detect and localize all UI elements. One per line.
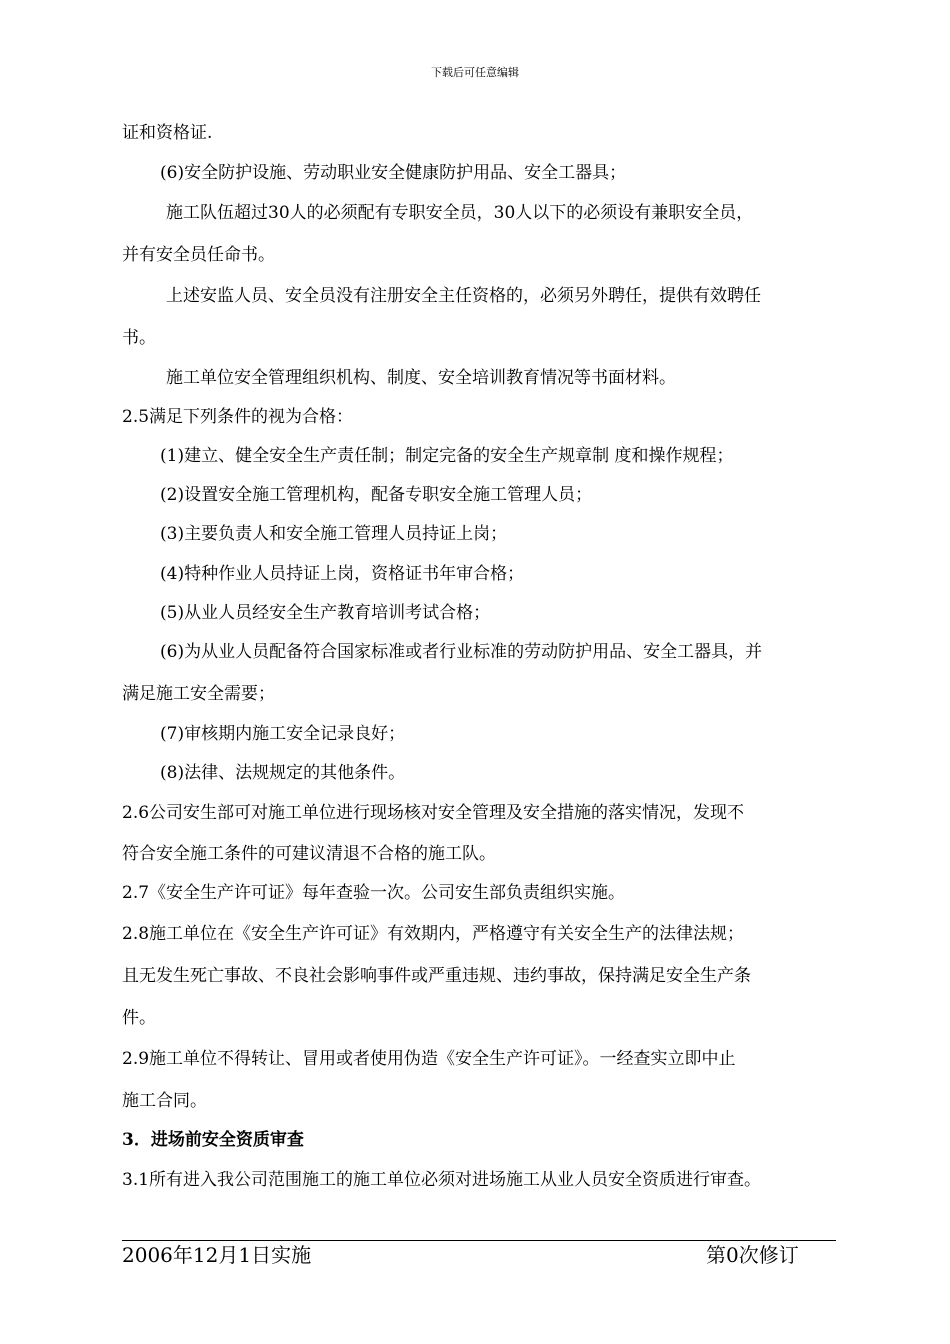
body-line: 2.5满足下列条件的视为合格： — [122, 407, 354, 427]
body-line: (8)法律、法规规定的其他条件。 — [160, 763, 406, 783]
body-line: 书。 — [122, 328, 156, 348]
body-line: (6)为从业人员配备符合国家标准或者行业标准的劳动防护用品、安全工器具，并 — [160, 642, 763, 662]
body-line: 并有安全员任命书。 — [122, 245, 275, 265]
body-line: 2.8施工单位在《安全生产许可证》有效期内，严格遵守有关安全生产的法律法规； — [122, 924, 745, 944]
footer-revision: 第0次修订 — [706, 1243, 799, 1267]
body-line: 3.1所有进入我公司范围施工的施工单位必须对进场施工从业人员安全资质进行审查。 — [122, 1170, 762, 1190]
section-heading: 3．进场前安全资质审查 — [122, 1130, 304, 1150]
body-line: 施工合同。 — [122, 1091, 207, 1111]
body-line: 满足施工安全需要； — [122, 684, 275, 704]
body-line: 施工队伍超过30人的必须配有专职安全员，30人以下的必须设有兼职安全员， — [166, 203, 754, 223]
body-line: 且无发生死亡事故、不良社会影响事件或严重违规、违约事故，保持满足安全生产条 — [122, 966, 751, 986]
body-line: 2.6公司安生部可对施工单位进行现场核对安全管理及安全措施的落实情况，发现不 — [122, 803, 745, 823]
footer-effective-date: 2006年12月1日实施 — [122, 1243, 312, 1267]
header-note: 下载后可任意编辑 — [431, 66, 519, 79]
body-line: (2)设置安全施工管理机构，配备专职安全施工管理人员； — [160, 485, 593, 505]
body-line: 2.9施工单位不得转让、冒用或者使用伪造《安全生产许可证》。一经查实立即中止 — [122, 1049, 736, 1069]
body-line: (3)主要负责人和安全施工管理人员持证上岗； — [160, 524, 508, 544]
body-line: 上述安监人员、安全员没有注册安全主任资格的，必须另外聘任，提供有效聘任 — [166, 286, 761, 306]
body-line: (5)从业人员经安全生产教育培训考试合格； — [160, 603, 491, 623]
body-line: 符合安全施工条件的可建议清退不合格的施工队。 — [122, 844, 496, 864]
body-line: (6)安全防护设施、劳动职业安全健康防护用品、安全工器具； — [160, 163, 627, 183]
body-line: (1)建立、健全安全生产责任制；制定完备的安全生产规章制 度和操作规程； — [160, 446, 734, 466]
body-line: (4)特种作业人员持证上岗，资格证书年审合格； — [160, 564, 525, 584]
body-line: (7)审核期内施工安全记录良好； — [160, 724, 406, 744]
footer-divider — [122, 1240, 836, 1241]
body-line: 件。 — [122, 1008, 156, 1028]
body-line: 证和资格证. — [122, 123, 213, 143]
body-line: 施工单位安全管理组织机构、制度、安全培训教育情况等书面材料。 — [166, 368, 676, 388]
body-line: 2.7《安全生产许可证》每年查验一次。公司安生部负责组织实施。 — [122, 883, 626, 903]
